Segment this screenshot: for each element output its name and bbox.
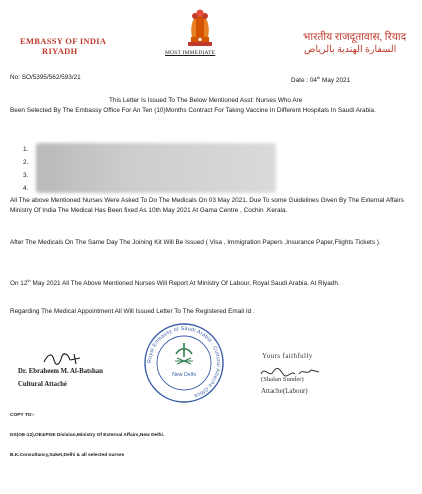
list-item: 4.	[23, 185, 29, 192]
right-signatory-name: (Shalan Sunder)	[261, 376, 304, 383]
national-emblem-icon	[180, 6, 220, 50]
letter-date: Date : 04th May 2021	[291, 75, 351, 85]
embassy-seal-stamp	[142, 321, 226, 405]
list-item: 2.	[23, 159, 29, 166]
left-signature-scribble	[40, 348, 88, 368]
list-item: 1.	[23, 146, 29, 153]
left-signatory-name: Dr. Ebraheem M. Al-Batshan	[18, 368, 103, 375]
embassy-name-english: EMBASSY OF INDIA	[20, 36, 107, 46]
medicals-paragraph: All The above Mentioned Nurses Were Asked To Do The Medicals On 03 May 2021. Due To some Guidelines Given By The External Affairs Ministry Of India The Medical Has Been fixed As 10th May 2021 At Gama Centre , Cochin .Kerala.	[10, 197, 404, 214]
appointment-paragraph: Regarding The Medical Appointment All Will Issued Letter To The Registered Email Id .	[10, 308, 255, 315]
copy-to-line: DS(OE-12),OE&PGE Division,Ministry Of External Affairs,New Delhi.	[10, 433, 165, 438]
copy-to-line: B.K.Consultancy,Saket,Delhi & all selected nurses	[10, 453, 125, 458]
left-signatory-title: Cultural Attaché	[18, 381, 67, 388]
embassy-name-hindi: भारतीय राजदूतावास, रियाद	[303, 32, 407, 43]
embassy-name-arabic: السفارة الهندية بالرياض	[304, 45, 397, 55]
closing-phrase: Yours faithfully	[262, 352, 313, 360]
embassy-city-english: RIYADH	[42, 46, 78, 56]
reporting-paragraph: On 12th May 2021 All The Above Mentioned Nurses Will Report At Ministry Of Labour, Royal Saudi Arabia. At Riyadh.	[10, 278, 340, 288]
nurse-list	[23, 143, 28, 195]
right-signatory-title: Attache(Labour)	[261, 387, 308, 395]
intro-paragraph: This Letter Is Issued To The Below Mentioned Asst: Nurses Who Are Been Selected By The Embassy Office For An Ten (10)Months Contract For Taking Vaccine In Different Hospitals In Saudi Arabia.	[10, 97, 376, 114]
seal-center-text: New Delhi	[172, 372, 196, 378]
svg-text:Royal Embassy of Saudi Arabia	[147, 326, 221, 398]
copy-to-heading: COPY TO:-	[10, 413, 35, 418]
joining-kit-paragraph: After The Medicals On The Same Day The Joining Kit Will Be Issued ( Visa , Immigration Papers ,Insurance Paper,Flights Tickets ).	[10, 239, 381, 246]
redacted-names-blur	[36, 143, 276, 193]
priority-label: MOST IMMEDIATE	[165, 50, 216, 56]
reference-number: No: SO/5395/562/593/21	[10, 74, 81, 81]
seal-ring-text: Royal Embassy of Saudi Arabia · Cultural Attache Office	[146, 325, 222, 399]
list-item: 3.	[23, 172, 29, 179]
